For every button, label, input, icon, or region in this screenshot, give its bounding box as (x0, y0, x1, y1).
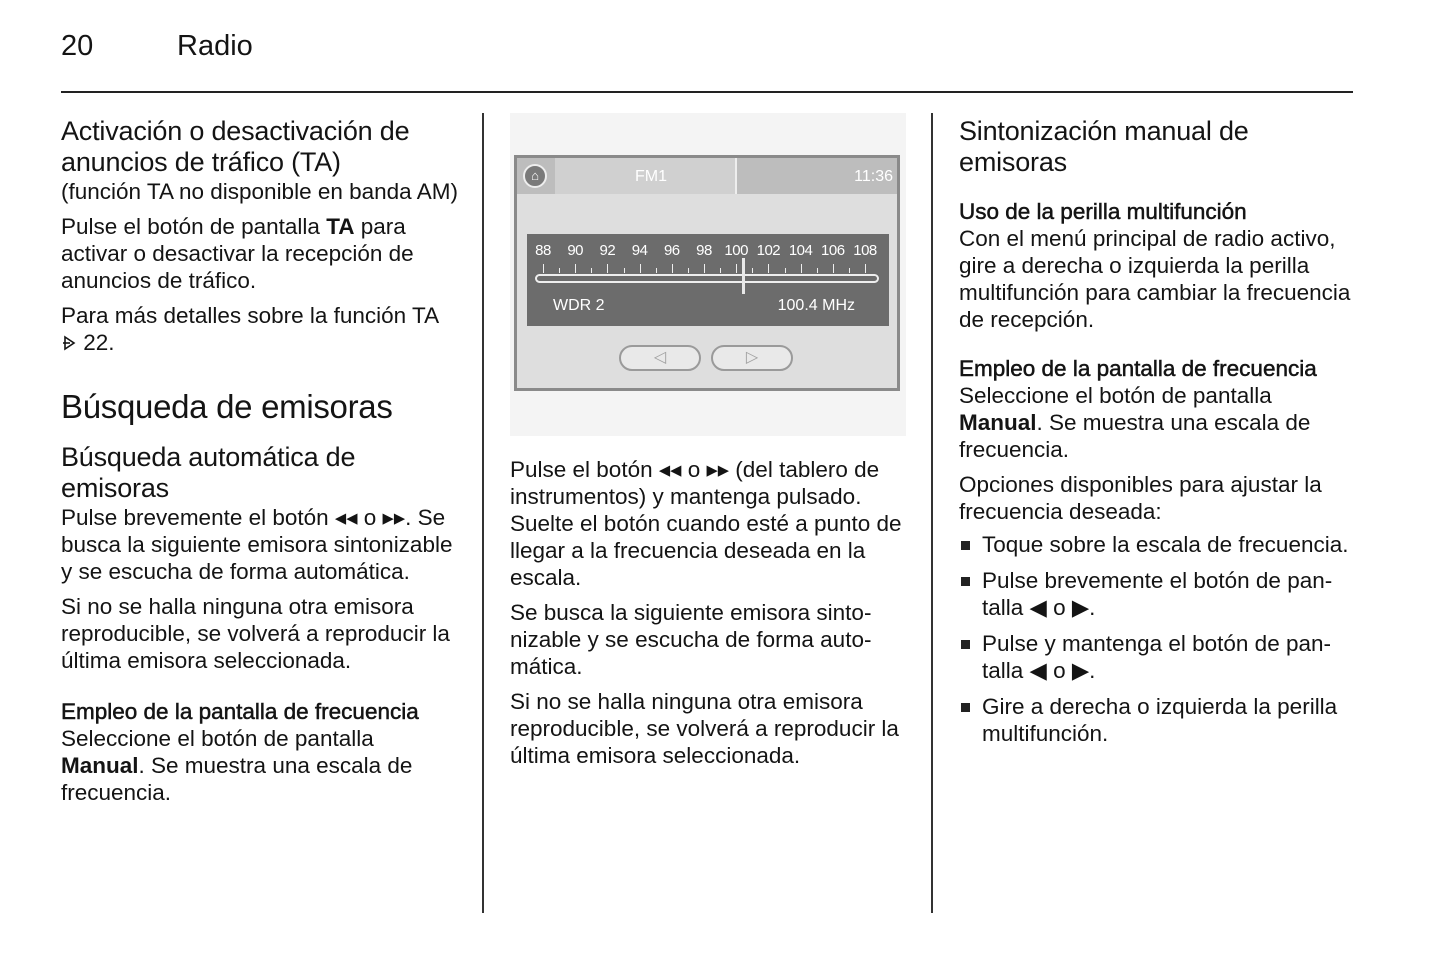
scale-tick (688, 268, 689, 273)
seek-back-button[interactable] (619, 345, 701, 371)
manual-button-name: Manual (61, 753, 139, 778)
scale-tick (575, 264, 576, 273)
scale-tick (865, 264, 866, 273)
list-item: Toque sobre la escala de frecuencia. (959, 531, 1359, 558)
options-paragraph: Opciones disponibles para ajustar la frecuencia deseada: (959, 472, 1322, 524)
ta-text-c: para activar o desactivar la recepción de anuncios de tráfico. (61, 214, 414, 293)
scale-tick (736, 264, 737, 273)
column-2 (510, 456, 910, 769)
scale-label: 88 (535, 242, 551, 259)
seek-forward-button[interactable] (711, 345, 793, 371)
ta-button-name: TA (326, 214, 355, 239)
scale-tick (849, 268, 850, 273)
scale-tick (720, 268, 721, 273)
right-arrow-icon: ▷ (745, 349, 759, 366)
display-top-bar (517, 158, 897, 194)
ta-details-paragraph (61, 302, 461, 356)
scale-tick (752, 268, 753, 273)
seek-paragraph-3: Si no se halla ninguna otra emisora reproducible, se volverá a reproducir la última emisora seleccionada. (510, 689, 899, 768)
tuning-needle[interactable] (742, 258, 745, 294)
left-arrow-icon: ◁ (653, 349, 667, 366)
ta-note: (función TA no disponible en banda AM) (61, 179, 458, 204)
freq-text-a: Seleccione el botón de pantalla (61, 726, 374, 751)
options-list (959, 531, 1359, 747)
header-rule (61, 91, 1353, 93)
scale-tick (543, 264, 544, 273)
freq-text-c: . Se muestra una escala de frecuencia. (61, 753, 413, 805)
list-item: Pulse y mantenga el botón de pantalla ◀ o ▶. (959, 630, 1359, 684)
scale-tick (768, 264, 769, 273)
manual-button-name-2: Manual (959, 410, 1037, 435)
scale-tick (656, 268, 657, 273)
auto-search-paragraph-2: Si no se halla ninguna otra emisora reproducible, se volverá a reproducir la última emisora seleccionada. (61, 594, 450, 673)
ta-page-reference: 22. (83, 330, 115, 355)
heading-manual-tuning: Sintonización manual de emisoras (959, 116, 1249, 177)
scale-label: 102 (756, 242, 781, 259)
band-tab[interactable] (555, 158, 737, 194)
scale-label: 90 (567, 242, 584, 259)
frequency-scale-panel[interactable] (527, 234, 889, 326)
frequency-scale-track (535, 274, 879, 283)
scale-label: 106 (821, 242, 845, 259)
scale-tick (591, 268, 592, 273)
ta-details-text: Para más detalles sobre la función TA (61, 303, 440, 328)
scale-tick (785, 268, 786, 273)
freq2-text-a: Seleccione el botón de pantalla (959, 383, 1272, 408)
scale-tick (624, 268, 625, 273)
seek-paragraph-1: Pulse el botón ◂◂ o ▸▸ (del tablero de instrumentos) y mantenga pulsado. Suelte el botón cuando esté a punto de llegar a la frecuencia deseada en la escala. (510, 457, 902, 590)
heading-traffic-announcements: Activación o desactivación de anuncios de tráfico (TA) (61, 116, 410, 177)
list-item: Gire a derecha o izquierda la perilla multifunción. (959, 693, 1359, 747)
scale-label: 94 (631, 242, 648, 259)
scale-label: 104 (788, 242, 813, 259)
scale-tick (640, 264, 641, 273)
scale-label: 98 (696, 242, 712, 259)
frequency-screen-paragraph (61, 725, 461, 806)
ta-paragraph (61, 213, 461, 294)
column-3 (959, 116, 1359, 756)
page-number: 20 (61, 30, 94, 62)
seek-paragraph-2: Se busca la siguiente emisora sintonizable y se escucha de forma automática. (510, 600, 872, 679)
radio-screen-figure (510, 113, 906, 436)
scale-tick (672, 264, 673, 273)
heading-auto-search: Búsqueda automática de emisoras (61, 442, 356, 503)
scale-tick (607, 264, 608, 273)
station-name: WDR 2 (553, 297, 605, 314)
heading-station-search: Búsqueda de emisoras (61, 388, 393, 425)
scale-label: 96 (663, 242, 680, 259)
frequency-readout: 100.4 MHz (777, 297, 855, 314)
column-divider-2 (931, 113, 933, 913)
radio-display (514, 155, 900, 391)
heading-frequency-screen: Empleo de la pantalla de frecuencia (61, 699, 419, 724)
column-1 (61, 116, 461, 806)
frequency-screen-paragraph-2 (959, 382, 1359, 463)
auto-search-paragraph-1: Pulse brevemente el botón ◂◂ o ▸▸. Se busca la siguiente emisora sintonizable y se escucha de forma automática. (61, 505, 453, 584)
heading-multifunction-knob: Uso de la perilla multifunción (959, 199, 1247, 224)
scale-label: 108 (853, 242, 877, 259)
knob-paragraph: Con el menú principal de radio activo, gire a derecha o izquierda la perilla multifunción para cambiar la frecuencia de recepción. (959, 226, 1351, 332)
heading-frequency-screen-2: Empleo de la pantalla de frecuencia (959, 356, 1317, 381)
scale-tick (833, 264, 834, 273)
scale-tick (801, 264, 802, 273)
scale-tick (704, 264, 705, 273)
freq2-text-c: . Se muestra una escala de frecuencia. (959, 410, 1311, 462)
scale-tick (817, 268, 818, 273)
home-icon[interactable]: ⌂ (523, 164, 547, 188)
clock: 11:36 (854, 168, 893, 185)
scale-tick (559, 268, 560, 273)
list-item: Pulse brevemente el botón de pantalla ◀ o ▶. (959, 567, 1359, 621)
ta-text-a: Pulse el botón de pantalla (61, 214, 327, 239)
column-divider-1 (482, 113, 484, 913)
page-reference-icon (61, 330, 77, 355)
scale-label: 100 (724, 242, 748, 259)
section-title: Radio (177, 30, 253, 62)
scale-label: 92 (599, 242, 616, 259)
band-label: FM1 (635, 168, 667, 185)
